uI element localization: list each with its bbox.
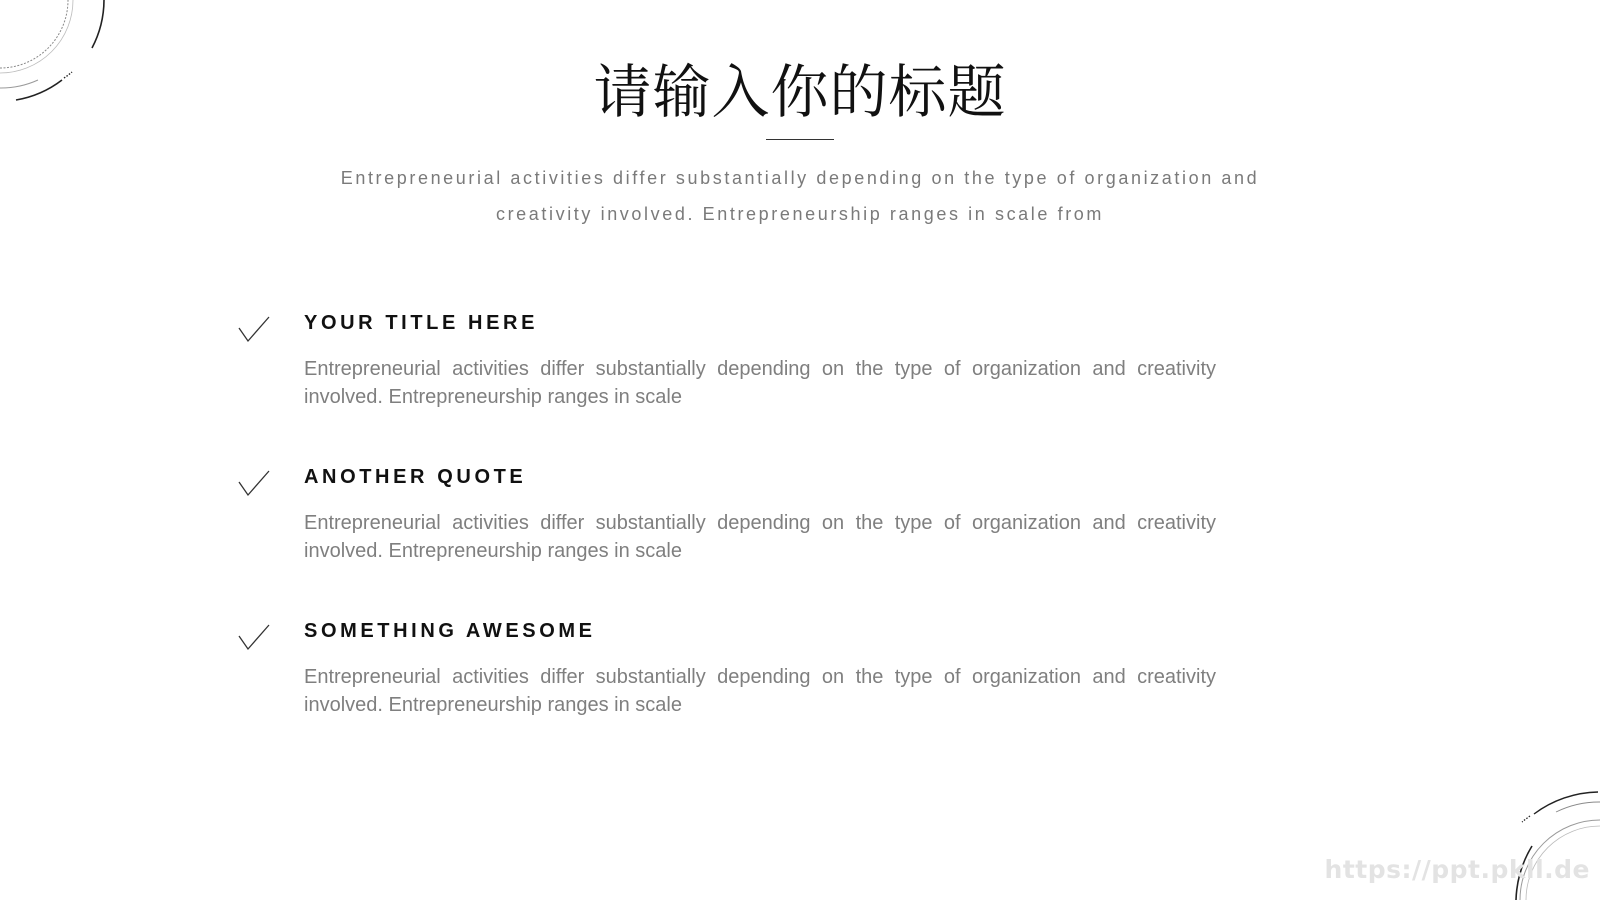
item-title: SOMETHING AWESOME: [304, 620, 596, 642]
item-title: ANOTHER QUOTE: [304, 466, 527, 488]
list-item: [238, 617, 1218, 727]
list-item: [238, 309, 1218, 419]
item-body: Entrepreneurial activities differ substantially depending on the type of organization and creativity involved. Entrepreneurship ranges in scale: [304, 666, 1216, 716]
title-divider: [766, 139, 834, 140]
item-body: Entrepreneurial activities differ substantially depending on the type of organization and creativity involved. Entrepreneurship ranges in scale: [304, 358, 1216, 408]
checkmark-icon: [238, 315, 272, 345]
list-item: [238, 463, 1218, 573]
checkmark-icon: [238, 623, 272, 653]
item-body: Entrepreneurial activities differ substantially depending on the type of organization and creativity involved. Entrepreneurship ranges in scale: [304, 512, 1216, 562]
checkmark-icon: [238, 469, 272, 499]
item-title: YOUR TITLE HERE: [304, 312, 539, 334]
slide-subtitle: Entrepreneurial activities differ substantially depending on the type of organization and creativity involved. Entrepreneurship ranges in scale from: [340, 168, 1260, 224]
slide-title: 请输入你的标题: [593, 58, 1007, 126]
watermark-url: https://ppt.pkll.de: [1324, 855, 1590, 884]
